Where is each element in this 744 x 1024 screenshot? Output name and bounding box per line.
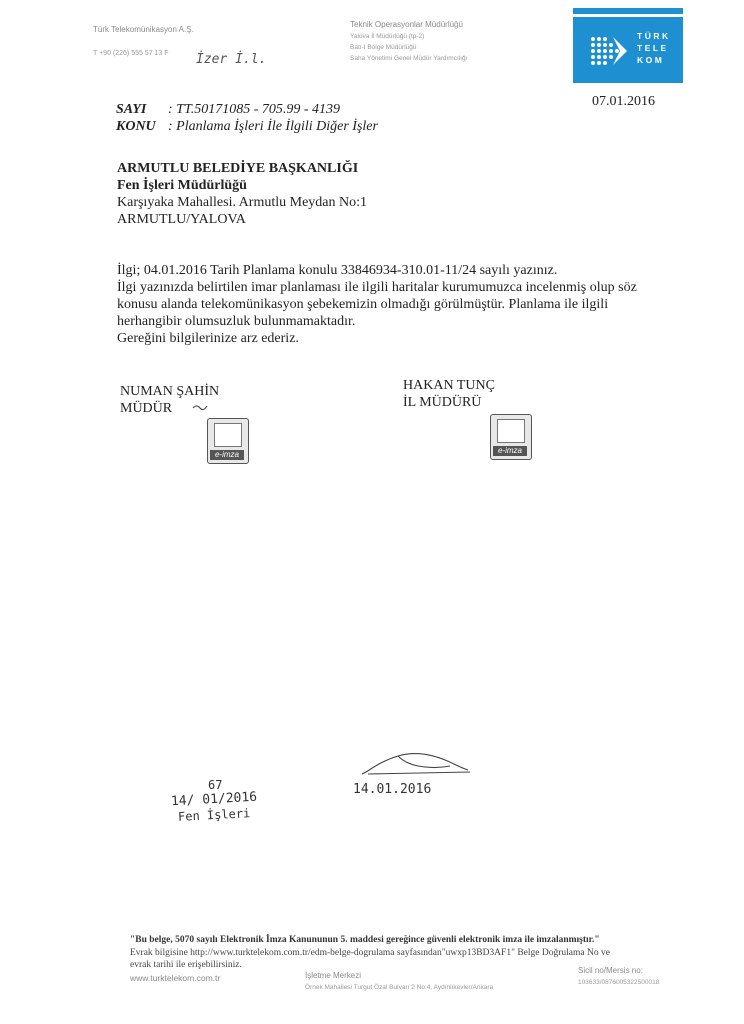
- e-imza-label-1: e-imza: [210, 450, 244, 460]
- recipient-city: ARMUTLU/YALOVA: [117, 212, 246, 227]
- signatory-2-name: HAKAN TUNÇ: [403, 378, 495, 393]
- verification-text-1: Evrak bilgisine http://www.turktelekom.com.tr/edm-belge-dogrulama sayfasından"uwxp13BD3AF1" Belge Doğrulama No ve: [130, 948, 610, 958]
- body-line-1: İlgi yazınızda belirtilen imar planlaması ile ilgili haritalar kurumumuzca incelenmiş olup söz: [117, 280, 637, 295]
- legal-notice: "Bu belge, 5070 sayılı Elektronik İmza Kanununun 5. maddesi gereğince güvenli elektronik imza ile imzalanmıştır.": [130, 935, 600, 945]
- header-unit-1: Yalova İl Müdürlüğü (tp-2): [350, 33, 425, 40]
- turk-telekom-logo: [573, 8, 683, 83]
- handwritten-department: Fen İşleri: [177, 806, 251, 824]
- body-text: [117, 262, 637, 347]
- handwritten-number: 67: [208, 778, 223, 792]
- signatory-1-name: NUMAN ŞAHİN: [120, 384, 220, 399]
- signatory-2-title: İL MÜDÜRÜ: [403, 395, 482, 410]
- header-phone: T +90 (226) 555 57 13 F: [93, 50, 169, 57]
- e-imza-badge-2: [490, 414, 532, 460]
- e-imza-badge-1: [207, 418, 249, 464]
- document-date: 07.01.2016: [592, 94, 655, 109]
- header-company: Türk Telekomünikasyon A.Ş.: [93, 25, 194, 34]
- signatory-1-title: MÜDÜR: [120, 401, 173, 416]
- handwritten-initials: İzer İ.l.: [196, 52, 267, 67]
- e-imza-label-2: e-imza: [493, 446, 527, 456]
- body-line-2: konusu alanda telekomünikasyon şebekemizin olmadığı görülmüştür. Planlama ile ilgili: [117, 297, 609, 312]
- registry-number: 103633/0876005322500018: [578, 979, 660, 986]
- reference-paragraph: İlgi; 04.01.2016 Tarih Planlama konulu 33846934-310.01-11/24 sayılı yazınız.: [117, 263, 558, 278]
- header-unit-3: Saha Yönetimi Genel Müdür Yardımcılığı: [350, 55, 468, 62]
- e-signature-document-icon: [497, 419, 525, 443]
- recipient-institution: ARMUTLU BELEDİYE BAŞKANLIĞI: [117, 161, 359, 176]
- verification-text-2: evrak tarihi ile erişebilirsiniz.: [130, 960, 242, 970]
- logo-line-2: TELE: [637, 43, 669, 53]
- handwritten-date-2: 14.01.2016: [353, 782, 432, 797]
- header-unit-2: Batı-I Bölge Müdürlüğü: [350, 44, 417, 51]
- logo-line-3: KOM: [637, 55, 665, 65]
- sayi-value: : TT.50171085 - 705.99 - 4139: [168, 102, 341, 117]
- handwritten-date-1: 14/ 01/2016: [170, 789, 258, 810]
- handwritten-signature: [358, 750, 476, 780]
- office-label: İşletme Merkezi: [305, 971, 362, 980]
- logo-line-1: TÜRK: [637, 31, 671, 41]
- registry-label: Sicil no/Mersis no:: [578, 966, 643, 975]
- signature-mark: [192, 402, 208, 412]
- website-link[interactable]: www.turktelekom.com.tr: [130, 973, 221, 983]
- recipient-address: Karşıyaka Mahallesi. Armutlu Meydan No:1: [117, 195, 368, 210]
- body-line-3: herhangibir olumsuzluk bulunmamaktadır.: [117, 314, 356, 329]
- sayi-label: SAYI: [116, 102, 147, 117]
- closing-line: Gereğini bilgilerinize arz ederiz.: [117, 331, 299, 346]
- arrow-dots-icon: [587, 29, 631, 69]
- header-department: Teknik Operasyonlar Müdürlüğü: [350, 20, 463, 29]
- konu-label: KONU: [116, 119, 156, 134]
- e-signature-document-icon: [214, 423, 242, 447]
- recipient-department: Fen İşleri Müdürlüğü: [117, 178, 247, 193]
- konu-value: : Planlama İşleri İle İlgili Diğer İşler: [168, 119, 378, 134]
- office-address: Örnek Mahallesi Turgut Özal Bulvarı 2 No:4, Aydınlıkevler/Ankara: [305, 984, 494, 991]
